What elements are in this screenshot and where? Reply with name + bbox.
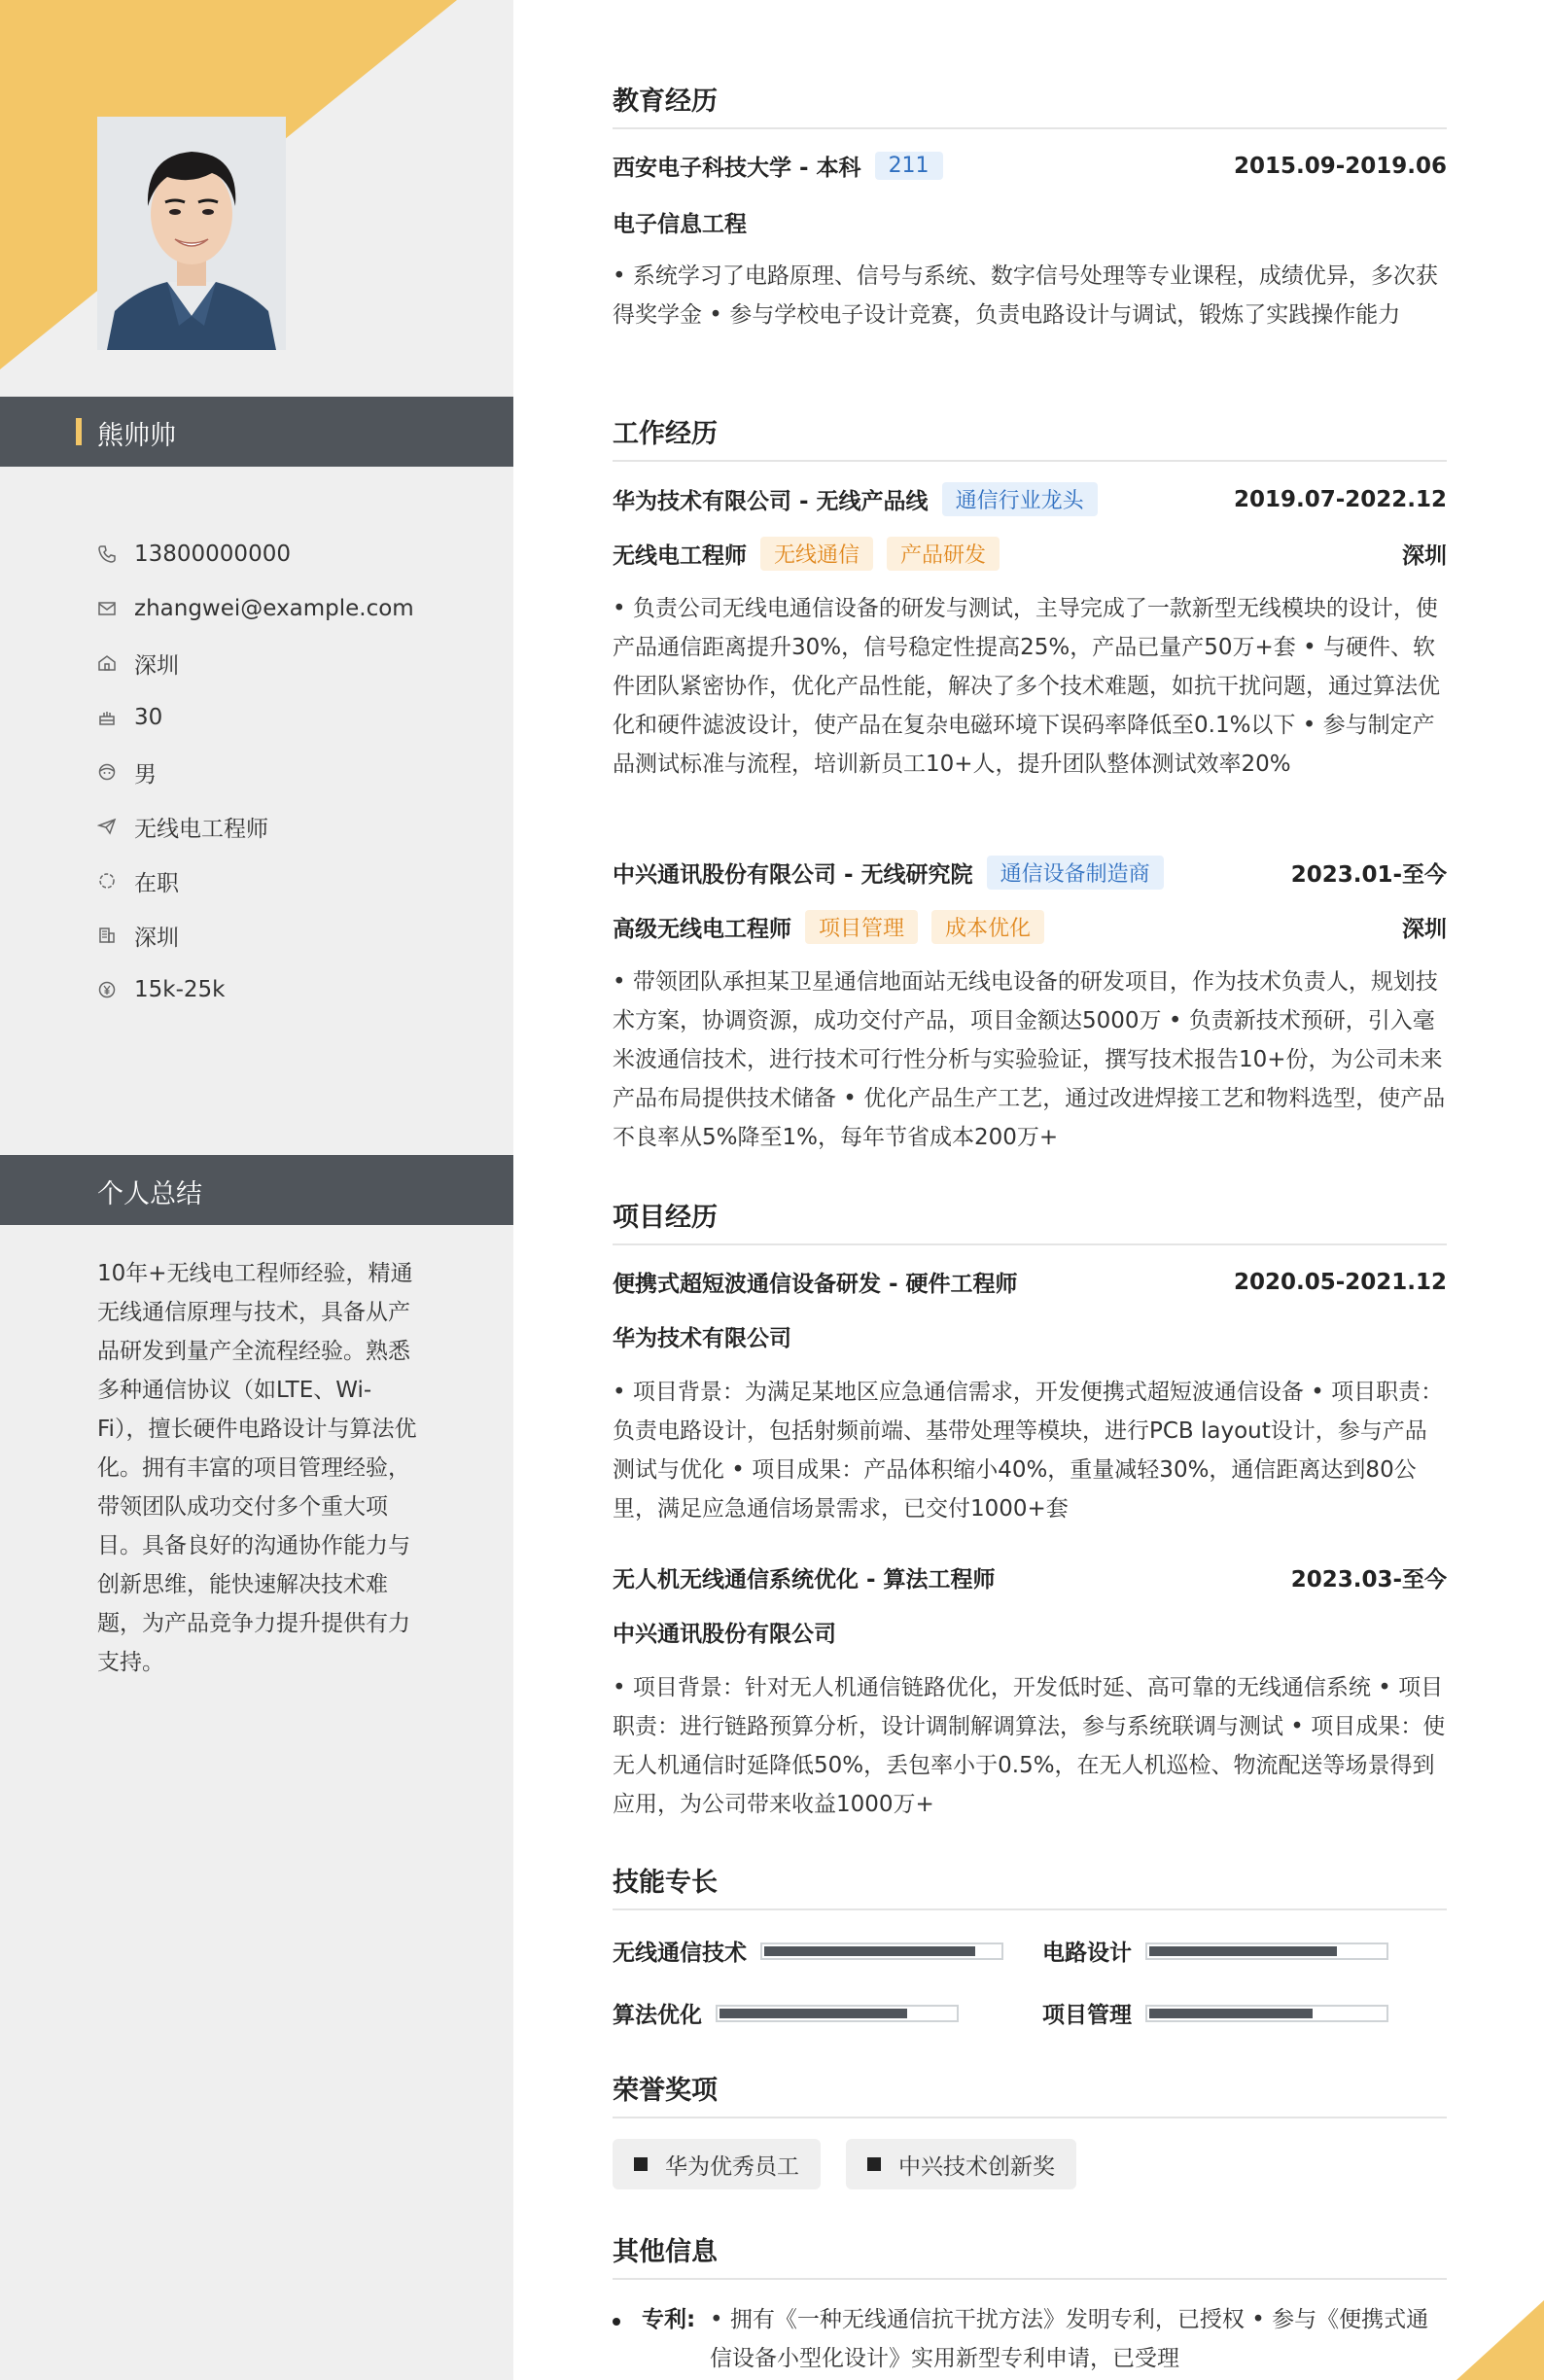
honors-title: 荣誉奖项 (613, 2069, 1447, 2118)
other-title: 其他信息 (613, 2230, 1447, 2280)
skill-name: 电路设计 (1042, 1941, 1132, 1966)
work-period: 2019.07-2022.12 (1233, 486, 1447, 512)
project-header (613, 1266, 1447, 1298)
role-tag: 项目管理 (805, 910, 918, 944)
school-tag: 211 (875, 152, 943, 180)
company-tag: 通信行业龙头 (942, 482, 1098, 516)
projects-title: 项目经历 (613, 1196, 1447, 1245)
contact-list (95, 527, 414, 1017)
avatar (97, 117, 286, 350)
skill-bar (1145, 2005, 1388, 2022)
work-header (613, 856, 1447, 890)
home-icon (95, 651, 119, 675)
major-row (613, 206, 1447, 238)
contact-value: 深圳 (134, 652, 179, 679)
contact-gender (95, 745, 414, 799)
name-bar (0, 397, 513, 467)
phone-icon (95, 542, 119, 566)
skill-bar (760, 1942, 1003, 1960)
project-desc: • 项目背景：为满足某地区应急通信需求，开发便携式超短波通信设备 • 项目职责：负责电路设计，包括射频前端、基带处理等模块，进行PCB layout设计，参与产品测试与优化 • 项目成果：产品体积缩小40%，重量减轻30%，通信距离达到80公里，满足应急通信场景需求，已交付1000+套 (613, 1380, 1444, 1522)
role-tag: 产品研发 (887, 537, 1000, 571)
contact-phone (95, 527, 414, 581)
contact-status (95, 854, 414, 908)
bullet-icon (613, 2318, 620, 2326)
role-tag: 成本优化 (931, 910, 1044, 944)
skills-title: 技能专长 (613, 1861, 1447, 1910)
other-label: 专利: (642, 2307, 696, 2332)
summary-title: 个人总结 (97, 1179, 202, 1209)
skill-bar (1145, 1942, 1388, 1960)
project-org-row (613, 1320, 1447, 1352)
skill-name: 无线通信技术 (613, 1941, 747, 1966)
salary-icon (95, 978, 119, 1001)
email-icon (95, 597, 119, 620)
education-title: 教育经历 (613, 80, 1447, 129)
company-tag: 通信设备制造商 (987, 856, 1164, 890)
company-name: 中兴通讯股份有限公司 - 无线研究院 (613, 862, 973, 888)
contact-value: 男 (134, 761, 157, 788)
contact-value: 15k-25k (134, 977, 226, 1002)
work-city: 深圳 (1402, 543, 1447, 569)
gender-icon (95, 760, 119, 784)
skill-name: 项目管理 (1042, 2003, 1132, 2028)
contact-work-city (95, 908, 414, 962)
contact-value: zhangwei@example.com (134, 596, 414, 621)
job-role: 无线电工程师 (613, 543, 747, 569)
contact-value: 无线电工程师 (134, 816, 268, 842)
skill-bar (716, 2005, 959, 2022)
work-period: 2023.01-至今 (1290, 862, 1447, 888)
work-desc: • 带领团队承担某卫星通信地面站无线电设备的研发项目，作为技术负责人，规划技术方案，协调资源，成功交付产品，项目金额达5000万 • 负责新技术预研，引入毫米波通信技术，进行技术可行性分析与实验验证，撰写技术报告10+份，为公司未来产品布局提供技术储备 • 优化产品生产工艺，通过改进焊接工艺和物料选型，使产品不良率从5%降至1%，每年节省成本200万+ (613, 969, 1446, 1150)
paper-plane-icon (95, 815, 119, 838)
job-role: 高级无线电工程师 (613, 917, 791, 942)
skill-item (613, 1935, 1003, 1967)
candidate-name: 熊帅帅 (97, 421, 176, 451)
honor-badge (613, 2139, 821, 2189)
work-title: 工作经历 (613, 412, 1447, 462)
square-bullet-icon (867, 2157, 881, 2171)
education-header (613, 150, 1447, 182)
honor-label: 中兴技术创新奖 (898, 2153, 1055, 2180)
contact-value: 30 (134, 705, 163, 730)
contact-location (95, 636, 414, 690)
company-name: 华为技术有限公司 - 无线产品线 (613, 489, 929, 514)
project-org: 中兴通讯股份有限公司 (613, 1622, 836, 1647)
honor-label: 华为优秀员工 (665, 2153, 799, 2180)
honor-badge (846, 2139, 1076, 2189)
work-header (613, 482, 1447, 516)
contact-age (95, 690, 414, 745)
summary-header (0, 1155, 513, 1225)
work-role-row (613, 910, 1447, 944)
building-icon (95, 924, 119, 947)
project-period: 2020.05-2021.12 (1233, 1269, 1447, 1295)
contact-email (95, 581, 414, 636)
skill-bar-fill (764, 1946, 975, 1956)
contact-value: 13800000000 (134, 542, 291, 567)
project-org: 华为技术有限公司 (613, 1326, 791, 1351)
sidebar (0, 0, 513, 2380)
work-role-row (613, 537, 1447, 571)
project-org-row (613, 1616, 1447, 1648)
project-name: 便携式超短波通信设备研发 - 硬件工程师 (613, 1272, 1018, 1297)
skill-item (613, 1997, 959, 2029)
skill-bar-fill (719, 2009, 907, 2018)
work-desc: • 负责公司无线电通信设备的研发与测试，主导完成了一款新型无线模块的设计，使产品通信距离提升30%，信号稳定性提高25%，产品已量产50万+套 • 与硬件、软件团队紧密协作，优化产品性能，解决了多个技术难题，如抗干扰问题，通过算法优化和硬件滤波设计，使产品在复杂电磁环境下误码率降低至0.1%以下 • 参与制定产品测试标准与流程，培训新员工10+人，提升团队整体测试效率20% (613, 596, 1440, 777)
status-icon (95, 869, 119, 892)
other-text: • 拥有《一种无线通信抗干扰方法》发明专利，已授权 • 参与《便携式通信设备小型化设计》实用新型专利申请，已受理 (710, 2307, 1429, 2371)
education-period: 2015.09-2019.06 (1233, 153, 1447, 179)
major: 电子信息工程 (613, 212, 747, 237)
project-desc: • 项目背景：针对无人机通信链路优化，开发低时延、高可靠的无线通信系统 • 项目职责：进行链路预算分析，设计调制解调算法，参与系统联调与测试 • 项目成果：使无人机通信时延降低50%，丢包率小于0.5%，在无人机巡检、物流配送等场景得到应用，为公司带来收益1000万+ (613, 1675, 1446, 1817)
decorative-corner (1456, 2300, 1544, 2380)
cake-icon (95, 706, 119, 729)
skill-name: 算法优化 (613, 2003, 702, 2028)
contact-salary (95, 962, 414, 1017)
skill-bar-fill (1149, 1946, 1337, 1956)
skill-item (1042, 1997, 1388, 2029)
education-desc: • 系统学习了电路原理、信号与系统、数字信号处理等专业课程，成绩优异，多次获得奖学金 • 参与学校电子设计竞赛，负责电路设计与调试，锻炼了实践操作能力 (613, 263, 1438, 328)
school-name: 西安电子科技大学 - 本科 (613, 156, 861, 181)
work-city: 深圳 (1402, 917, 1447, 942)
summary-text: 10年+无线电工程师经验，精通无线通信原理与技术，具备从产品研发到量产全流程经验。熟悉多种通信协议（如LTE、Wi-Fi），擅长硬件电路设计与算法优化。拥有丰富的项目管理经验，带领团队成功交付多个重大项目。具备良好的沟通协作能力与创新思维，能快速解决技术难题，为产品竞争力提升提供有力支持。 (97, 1261, 417, 1675)
project-header (613, 1561, 1447, 1593)
role-tag: 无线通信 (760, 537, 873, 571)
skill-bar-fill (1149, 2009, 1313, 2018)
contact-value: 深圳 (134, 925, 179, 951)
square-bullet-icon (634, 2157, 648, 2171)
name-accent (76, 418, 82, 445)
project-period: 2023.03-至今 (1290, 1567, 1447, 1592)
contact-value: 在职 (134, 870, 179, 896)
project-name: 无人机无线通信系统优化 - 算法工程师 (613, 1567, 996, 1592)
contact-position (95, 799, 414, 854)
skill-item (1042, 1935, 1388, 1967)
